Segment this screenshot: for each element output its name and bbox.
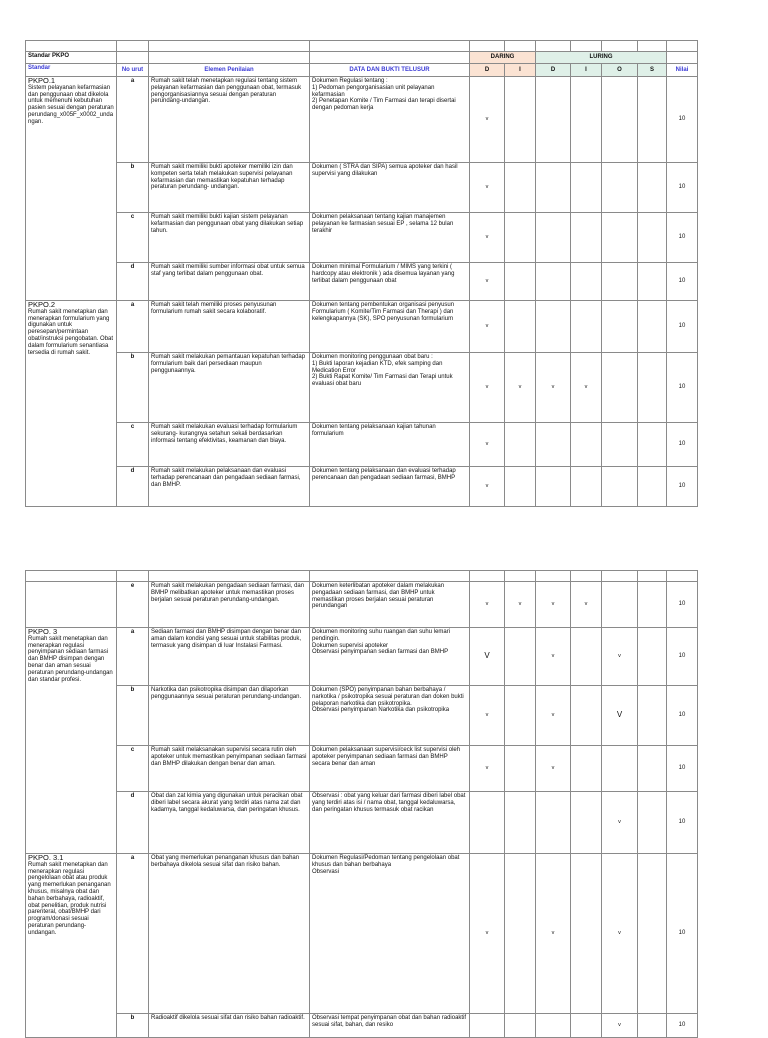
data-bukti-telusur: Observasi tempat penyimpanan obat dan bahan radioaktif sesuai sifat, bahan, dan resiko <box>310 1014 470 1038</box>
mark-d: v <box>470 163 505 213</box>
col-luring-i: I <box>571 64 602 77</box>
mark-i <box>505 746 536 792</box>
mark-i2 <box>571 792 602 854</box>
table-row <box>26 467 698 507</box>
elemen-penilaian: Rumah sakit melakukan evaluasi terhadap formularium sekurang- kurangnya setahun sekali berdasarkan informasi tentang efektivitas, keamanan dan biaya. <box>149 423 310 467</box>
data-bukti-telusur: Dokumen monitoring suhu ruangan dan suhu lemari pendingin. Dokumen supervisi apoteker Observasi penyimpanan sedian farmasi dan BMHP <box>310 628 470 686</box>
mark-i <box>505 628 536 686</box>
no-urut: a <box>117 854 149 1014</box>
elemen-penilaian: Rumah sakit memiliki bukti apoteker memiliki izin dan kompeten serta telah melakukan supervisi pelayanan kefarmasian dan memastikan kepatuhan terhadap peraturan perundang- undangan. <box>149 163 310 213</box>
mark-d2 <box>536 163 571 213</box>
nilai-value: 10 <box>667 163 698 213</box>
mark-i2: v <box>571 353 602 423</box>
mark-d: v <box>470 77 505 163</box>
daring-header: DARING <box>470 52 536 64</box>
col-luring-d: D <box>536 64 571 77</box>
mark-i2 <box>571 1014 602 1038</box>
no-urut: c <box>117 746 149 792</box>
mark-s <box>638 423 667 467</box>
mark-i: v <box>505 582 536 628</box>
mark-i2 <box>571 467 602 507</box>
data-bukti-telusur: Dokumen pelaksanaan tentang kajian manajemen pelayanan ke farmasian sesuai EP , selama 12 bulan terakhir <box>310 213 470 263</box>
mark-i <box>505 686 536 746</box>
standar-code: PKPO. 3 <box>28 627 58 636</box>
nilai-value: 10 <box>667 301 698 353</box>
mark-d: v <box>470 582 505 628</box>
table-row <box>26 301 698 353</box>
elemen-penilaian: Rumah sakit melakukan pemantauan kepatuhan terhadap formularium baik dari persediaan maupun penggunaannya. <box>149 353 310 423</box>
nilai-value: 10 <box>667 263 698 301</box>
mark-d: v <box>470 353 505 423</box>
no-urut: d <box>117 263 149 301</box>
nilai-value: 10 <box>667 353 698 423</box>
mark-d2: v <box>536 686 571 746</box>
mark-d2 <box>536 77 571 163</box>
mark-s <box>638 301 667 353</box>
data-bukti-telusur: Dokumen monitoring penggunaan obat baru : 1) Bukti laporan kejadian KTD, efek samping dan Medication Error 2) Bukti Rapat Komite/ Tim Farmasi dan Terapi untuk evaluasi obat baru <box>310 353 470 423</box>
nilai-value: 10 <box>667 628 698 686</box>
mark-s <box>638 1014 667 1038</box>
data-bukti-telusur: Dokumen ( STRA dan SIPA) semua apoteker dan hasil supervisi yang dilakukan <box>310 163 470 213</box>
mark-o <box>602 301 638 353</box>
col-daring-i: I <box>505 64 536 77</box>
data-bukti-telusur: Dokumen tentang pelaksanaan kajian tahunan formularium <box>310 423 470 467</box>
elemen-penilaian: Narkotika dan psikotropika disimpan dan dilaporkan penggunaannya sesuai peraturan perundang-undangan. <box>149 686 310 746</box>
mark-o: v <box>602 1014 638 1038</box>
mark-s <box>638 792 667 854</box>
data-bukti-telusur: Dokumen pelaksanaan supervisi/ceck list supervisi oleh apoteker penyimpanan sediaan farmasi dan BMHP secara benar dan aman <box>310 746 470 792</box>
standar-text: Sistem pelayanan kefarmasian dan penggunaan obat dikelola untuk memenuhi kebutuhan pasien sesuai dengan peraturan perundang_x005F_x0002_undangan. <box>28 84 114 125</box>
mark-o <box>602 746 638 792</box>
elemen-penilaian: Sediaan farmasi dan BMHP disimpan dengan benar dan aman dalam kondisi yang sesuai untuk stabilitas produk, termasuk yang disimpan di luar Instalasi Farmasi. <box>149 628 310 686</box>
data-bukti-telusur: Dokumen tentang pelaksanaan dan evaluasi terhadap perencanaan dan pengadaan sediaan farmasi, BMHP <box>310 467 470 507</box>
mark-s <box>638 854 667 1014</box>
mark-o: v <box>602 792 638 854</box>
table-row <box>26 854 698 1014</box>
mark-s <box>638 746 667 792</box>
mark-i2 <box>571 213 602 263</box>
standar-cell <box>26 77 117 301</box>
mark-o <box>602 263 638 301</box>
nilai-value: 10 <box>667 792 698 854</box>
mark-d <box>470 792 505 854</box>
table-row <box>26 686 698 746</box>
data-bukti-telusur: Dokumen minimal Formularium / MIMS yang terkini ( hardcopy atau elektronik ) ada disemua layanan yang terlibat dalam penggunaan obat <box>310 263 470 301</box>
mark-s <box>638 582 667 628</box>
no-urut: e <box>117 582 149 628</box>
standar-cell-continued <box>26 582 117 628</box>
nilai-value: 10 <box>667 77 698 163</box>
mark-d: v <box>470 301 505 353</box>
mark-d2 <box>536 1014 571 1038</box>
no-urut: a <box>117 628 149 686</box>
col-elemen-penilaian: Elemen Penilaian <box>149 64 310 77</box>
mark-s <box>638 686 667 746</box>
mark-o: v <box>602 854 638 1014</box>
mark-d: v <box>470 746 505 792</box>
mark-s <box>638 163 667 213</box>
luring-header: LURING <box>536 52 667 64</box>
no-urut: b <box>117 1014 149 1038</box>
mark-d2: v <box>536 353 571 423</box>
mark-d <box>470 1014 505 1038</box>
col-luring-s: S <box>638 64 667 77</box>
data-bukti-telusur: Dokumen Regulasi/Pedoman tentang pengelolaan obat khusus dan bahan berbahaya Observasi <box>310 854 470 1014</box>
mark-i <box>505 163 536 213</box>
sheet-page-1 <box>25 40 697 507</box>
mark-i <box>505 301 536 353</box>
standar-cell <box>26 301 117 507</box>
mark-i2 <box>571 423 602 467</box>
no-urut: d <box>117 467 149 507</box>
data-bukti-telusur: Dokumen (SPO) penyimpanan bahan berbahaya / narkotika / psikotropika sesuai peraturan dan doken bukti pelaporan narkotika dan psikotropika. Observasi penyimpanan Narkotika dan psikotropika <box>310 686 470 746</box>
no-urut: c <box>117 213 149 263</box>
mark-d: v <box>470 467 505 507</box>
nilai-value: 10 <box>667 582 698 628</box>
pkpo-table-page-1 <box>25 40 698 507</box>
standar-pkpo-label: Standar PKPO <box>26 52 117 64</box>
table-row <box>26 263 698 301</box>
sheet-page-2 <box>25 570 697 1038</box>
mark-s <box>638 263 667 301</box>
standar-code: PKPO.2 <box>28 300 56 309</box>
mark-o <box>602 423 638 467</box>
col-luring-o: O <box>602 64 638 77</box>
table-row <box>26 353 698 423</box>
table-row <box>26 163 698 213</box>
col-data-bukti: DATA DAN BUKTI TELUSUR <box>310 64 470 77</box>
mark-d: v <box>470 854 505 1014</box>
mark-o <box>602 163 638 213</box>
mark-d: v <box>470 213 505 263</box>
mark-i: v <box>505 353 536 423</box>
nilai-value: 10 <box>667 213 698 263</box>
mark-s <box>638 353 667 423</box>
elemen-penilaian: Rumah sakit telah memiliki proses penyusunan formularium rumah sakit secara kolaboratif. <box>149 301 310 353</box>
mark-d2 <box>536 792 571 854</box>
elemen-penilaian: Rumah sakit melakukan pelaksanaan dan evaluasi terhadap perencanaan dan pengadaan sediaan farmasi, dan BMHP. <box>149 467 310 507</box>
mark-i2 <box>571 301 602 353</box>
mark-s <box>638 628 667 686</box>
mark-d2 <box>536 423 571 467</box>
data-bukti-telusur: Dokumen Regulasi tentang : 1) Pedoman pengorganisasian unit pelayanan kefarmasian 2) Penetapan Komite / Tim Farmasi dan terapi disertai dengan pedoman kerja <box>310 77 470 163</box>
elemen-penilaian: Rumah sakit melaksanakan supervisi secara rutin oleh apoteker untuk memastikan penyimpanan sediaan farmasi dan BMHP dilakukan dengan benar dan aman. <box>149 746 310 792</box>
mark-i <box>505 423 536 467</box>
nilai-value: 10 <box>667 854 698 1014</box>
mark-s <box>638 467 667 507</box>
header-row-1 <box>26 52 698 64</box>
mark-i <box>505 263 536 301</box>
pkpo-table-page-2 <box>25 570 698 1038</box>
no-urut: a <box>117 301 149 353</box>
no-urut: d <box>117 792 149 854</box>
standar-cell <box>26 854 117 1038</box>
mark-d2: v <box>536 582 571 628</box>
elemen-penilaian: Rumah sakit memiliki sumber informasi obat untuk semua staf yang terlibat dalam penggunaan obat. <box>149 263 310 301</box>
data-bukti-telusur: Observasi : obat yang keluar dari farmasi diberi label obat yang terdiri atas isi / nama obat, tanggal kedaluwarsa, dan peringatan khusus termasuk obat racikan <box>310 792 470 854</box>
mark-i <box>505 213 536 263</box>
table-row <box>26 77 698 163</box>
mark-i <box>505 467 536 507</box>
mark-i2 <box>571 163 602 213</box>
standar-code: PKPO. 3.1 <box>28 853 64 862</box>
elemen-penilaian: Rumah sakit memiliki bukti kajian sistem pelayanan kefarmasian dan penggunaan obat yang dilakukan setiap tahun. <box>149 213 310 263</box>
mark-d2 <box>536 213 571 263</box>
table-row <box>26 582 698 628</box>
mark-o <box>602 467 638 507</box>
data-bukti-telusur: Dokumen keterlibatan apoteker dalam melakukan pengadaan sediaan farmasi, dan BMHP untuk memastikan proses berjalan sesuai peraturan perundangan <box>310 582 470 628</box>
mark-i2: v <box>571 582 602 628</box>
mark-i2 <box>571 628 602 686</box>
elemen-penilaian: Obat dan zat kimia yang digunakan untuk peracikan obat diberi label secara akurat yang terdiri atas nama zat dan kadarnya, tanggal kedaluwarsa, dan peringatan khusus. <box>149 792 310 854</box>
mark-d2: v <box>536 854 571 1014</box>
mark-d2: v <box>536 746 571 792</box>
standar-text: Rumah sakit menetapkan dan menerapkan regulasi penyimpanan sediaan farmasi dan BMHP disimpan dengan benar dan aman sesuai peraturan perundang-undangan dan standar profesi. <box>28 635 113 683</box>
nilai-value: 10 <box>667 1014 698 1038</box>
mark-d: v <box>470 423 505 467</box>
mark-d2 <box>536 467 571 507</box>
no-urut: b <box>117 353 149 423</box>
mark-o <box>602 77 638 163</box>
header-row-2 <box>26 64 698 77</box>
blank-row <box>26 41 698 52</box>
table-row <box>26 1014 698 1038</box>
mark-d: v <box>470 263 505 301</box>
elemen-penilaian: Obat yang memerlukan penanganan khusus dan bahan berbahaya dikelola sesuai sifat dan risiko bahan. <box>149 854 310 1014</box>
elemen-penilaian: Rumah sakit telah menetapkan regulasi tentang sistem pelayanan kefarmasian dan penggunaan obat, termasuk pengorganisasiannya sesuai dengan peraturan perundang-undangan. <box>149 77 310 163</box>
elemen-penilaian: Rumah sakit melakukan pengadaan sediaan farmasi, dan BMHP melibatkan apoteker untuk memastikan proses berjalan sesuai peraturan perundang-undangan. <box>149 582 310 628</box>
mark-d2: v <box>536 628 571 686</box>
mark-i <box>505 792 536 854</box>
mark-i2 <box>571 854 602 1014</box>
nilai-value: 10 <box>667 746 698 792</box>
standar-cell <box>26 628 117 854</box>
mark-i2 <box>571 77 602 163</box>
col-daring-d: D <box>470 64 505 77</box>
no-urut: b <box>117 163 149 213</box>
standar-text: Rumah sakit menetapkan dan menerapkan formularium yang digunakan untuk peresepan/permintaan obat/instruksi pengobatan. Obat dalam formularium senantiasa tersedia di rumah sakit. <box>28 308 114 356</box>
blank-row <box>26 571 698 582</box>
col-standar: Standar <box>26 64 117 77</box>
no-urut: c <box>117 423 149 467</box>
elemen-penilaian: Radioaktif dikelola sesuai sifat dan risiko bahan radioaktif. <box>149 1014 310 1038</box>
data-bukti-telusur: Dokumen tentang pembentukan organisasi penyusun Formularium ( Komite/Tim Farmasi dan Therapi ) dan kelengkapannya (SK), SPO penyusunan formularium <box>310 301 470 353</box>
mark-i <box>505 1014 536 1038</box>
col-nilai: Nilai <box>667 64 698 77</box>
no-urut: b <box>117 686 149 746</box>
table-row <box>26 213 698 263</box>
table-row <box>26 628 698 686</box>
mark-o: v <box>602 628 638 686</box>
no-urut: a <box>117 77 149 163</box>
mark-o <box>602 213 638 263</box>
standar-code: PKPO.1 <box>28 76 56 85</box>
col-no-urut: No urut <box>117 64 149 77</box>
mark-i <box>505 854 536 1014</box>
nilai-value: 10 <box>667 423 698 467</box>
nilai-value: 10 <box>667 467 698 507</box>
mark-i2 <box>571 686 602 746</box>
mark-i2 <box>571 746 602 792</box>
mark-i2 <box>571 263 602 301</box>
mark-s <box>638 213 667 263</box>
mark-d2 <box>536 301 571 353</box>
mark-d: v <box>470 686 505 746</box>
table-row <box>26 746 698 792</box>
standar-text: Rumah sakit menetapkan dan menerapkan regulasi pengelolaan obat atau produk yang memerlukan penanganan khusus, misalnya obat dan bahan berbahaya, radioaktif, obat penelitian, produk nutrisi parenteral, obat/BMHP dari program/donasi sesuai peraturan perundang-undangan. <box>28 861 111 936</box>
mark-d2 <box>536 263 571 301</box>
mark-d: V <box>470 628 505 686</box>
mark-i <box>505 77 536 163</box>
mark-o <box>602 582 638 628</box>
table-row <box>26 792 698 854</box>
table-row <box>26 423 698 467</box>
nilai-value: 10 <box>667 686 698 746</box>
mark-s <box>638 77 667 163</box>
mark-o <box>602 353 638 423</box>
mark-o: V <box>602 686 638 746</box>
